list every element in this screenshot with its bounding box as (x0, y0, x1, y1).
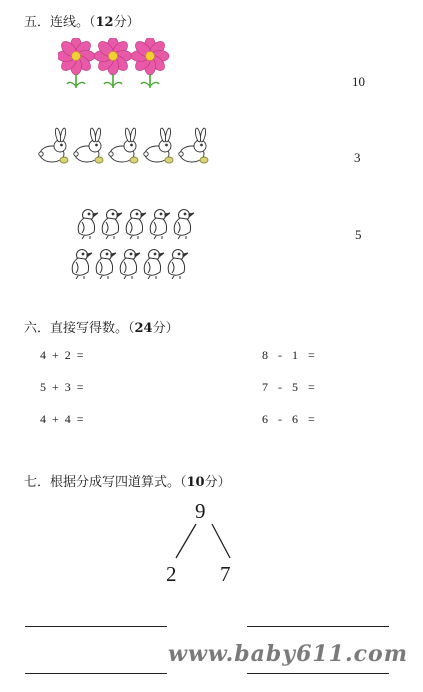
equation: 4 + 2 = (40, 348, 85, 362)
rabbit-icons (38, 127, 216, 165)
section5-unit: 分） (113, 15, 140, 30)
equation: 7 - 5 = (262, 380, 316, 394)
bond-part-right: 7 (220, 562, 231, 586)
match-number-3: 3 (354, 150, 361, 165)
section6-unit: 分） (152, 321, 179, 336)
bird-icon (126, 210, 146, 240)
section7-unit: 分） (204, 475, 231, 490)
bird-icon (96, 250, 116, 280)
flower-group (58, 38, 176, 90)
section7-score: 10 (186, 475, 205, 490)
flower-icon (94, 38, 132, 88)
answer-line (25, 673, 167, 674)
answer-line (247, 626, 389, 627)
section5-score: 12 (95, 15, 114, 30)
match-number-10: 10 (352, 74, 365, 89)
section5-title: 五．连线。（ (24, 15, 96, 30)
bond-part-left: 2 (166, 562, 177, 586)
section7-heading (24, 471, 231, 490)
section7-title: 七．根据分成写四道算式。（ (24, 475, 187, 490)
bird-icon (168, 250, 188, 280)
bond-lines (160, 520, 250, 562)
rabbit-icon (144, 128, 173, 163)
match-number-5: 5 (355, 227, 362, 242)
bird-icon (78, 210, 98, 240)
section6-heading (24, 317, 179, 336)
flower-icon (58, 38, 95, 88)
answer-line (25, 626, 167, 627)
bird-icon (150, 210, 170, 240)
answer-line (247, 673, 389, 674)
equation: 8 - 1 = (262, 348, 316, 362)
flower-icon (131, 38, 169, 88)
bird-icons (68, 207, 196, 283)
section6-score: 24 (134, 321, 153, 336)
rabbit-icon (179, 128, 208, 163)
bond-line-right (212, 524, 230, 558)
bird-group (68, 207, 196, 283)
bird-icon (120, 250, 140, 280)
bond-total: 9 (195, 499, 206, 523)
bird-icon (102, 210, 122, 240)
bird-icon (72, 250, 92, 280)
equation: 4 + 4 = (40, 412, 85, 426)
rabbit-group (38, 127, 216, 165)
equation: 6 - 6 = (262, 412, 316, 426)
bird-icon (144, 250, 164, 280)
section5-heading (24, 11, 140, 30)
rabbit-icon (39, 128, 68, 163)
flower-icons (58, 38, 176, 90)
watermark: www.baby611.com (168, 641, 408, 667)
rabbit-icon (109, 128, 138, 163)
bird-icon (174, 210, 194, 240)
section6-title: 六．直接写得数。（ (24, 321, 135, 336)
equation: 5 + 3 = (40, 380, 85, 394)
bond-line-left (176, 524, 196, 558)
rabbit-icon (74, 128, 103, 163)
